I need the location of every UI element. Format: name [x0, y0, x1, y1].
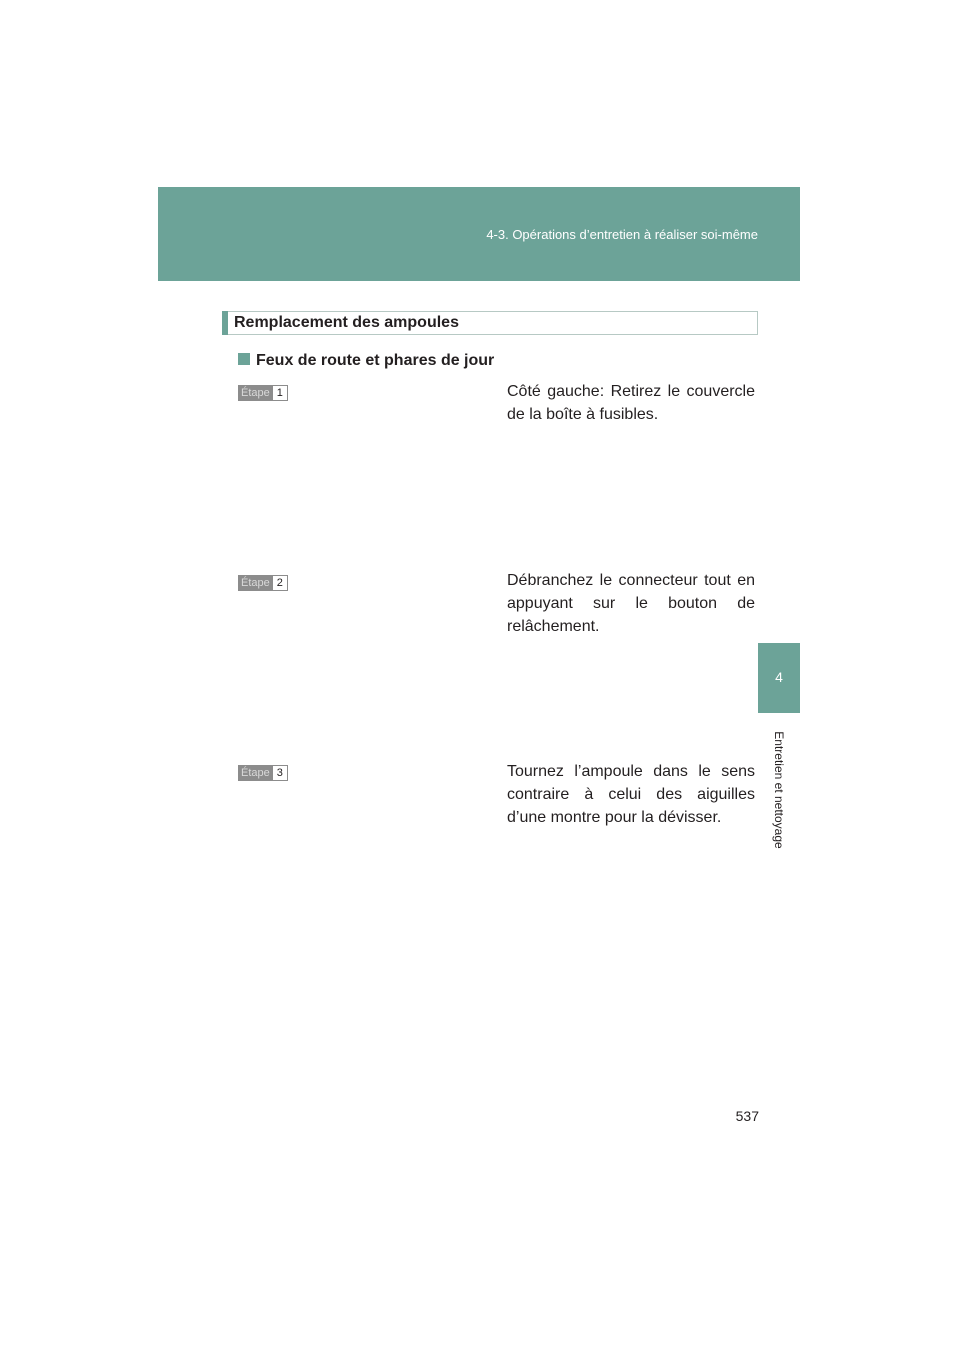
square-bullet-icon	[238, 353, 250, 365]
chapter-number: 4	[775, 669, 783, 685]
step-badge-word: Étape	[238, 575, 273, 591]
chapter-tab	[758, 643, 800, 713]
header-band	[158, 187, 800, 281]
step-badge-word: Étape	[238, 765, 273, 781]
step-badge-2	[238, 575, 288, 591]
step-text-3: Tournez l’ampoule dans le sens contraire à celui des aiguilles d’une montre pour la dévisser.	[507, 763, 755, 826]
section-title: Remplacement des ampoules	[234, 314, 459, 331]
step-text-1: Côté gauche: Retirez le couvercle de la boîte à fusibles.	[507, 383, 755, 423]
step-badge-word: Étape	[238, 385, 273, 401]
chapter-label-text: Entretien et nettoyage	[772, 731, 786, 849]
step-badge-number: 1	[273, 385, 288, 401]
section-title-box	[222, 311, 758, 335]
step-text-2: Débranchez le connecteur tout en appuyant sur le bouton de relâchement.	[507, 572, 755, 635]
header-section-title: 4-3. Opérations d’entretien à réaliser soi-même	[486, 227, 758, 242]
page-number: 537	[735, 1108, 759, 1124]
subsection-heading	[238, 352, 494, 370]
step-badge-number: 2	[273, 575, 288, 591]
step-badge-3	[238, 765, 288, 781]
subsection-title: Feux de route et phares de jour	[256, 352, 495, 369]
section-title-accent-bar	[222, 311, 228, 335]
step-badge-1	[238, 385, 288, 401]
step-badge-number: 3	[273, 765, 288, 781]
